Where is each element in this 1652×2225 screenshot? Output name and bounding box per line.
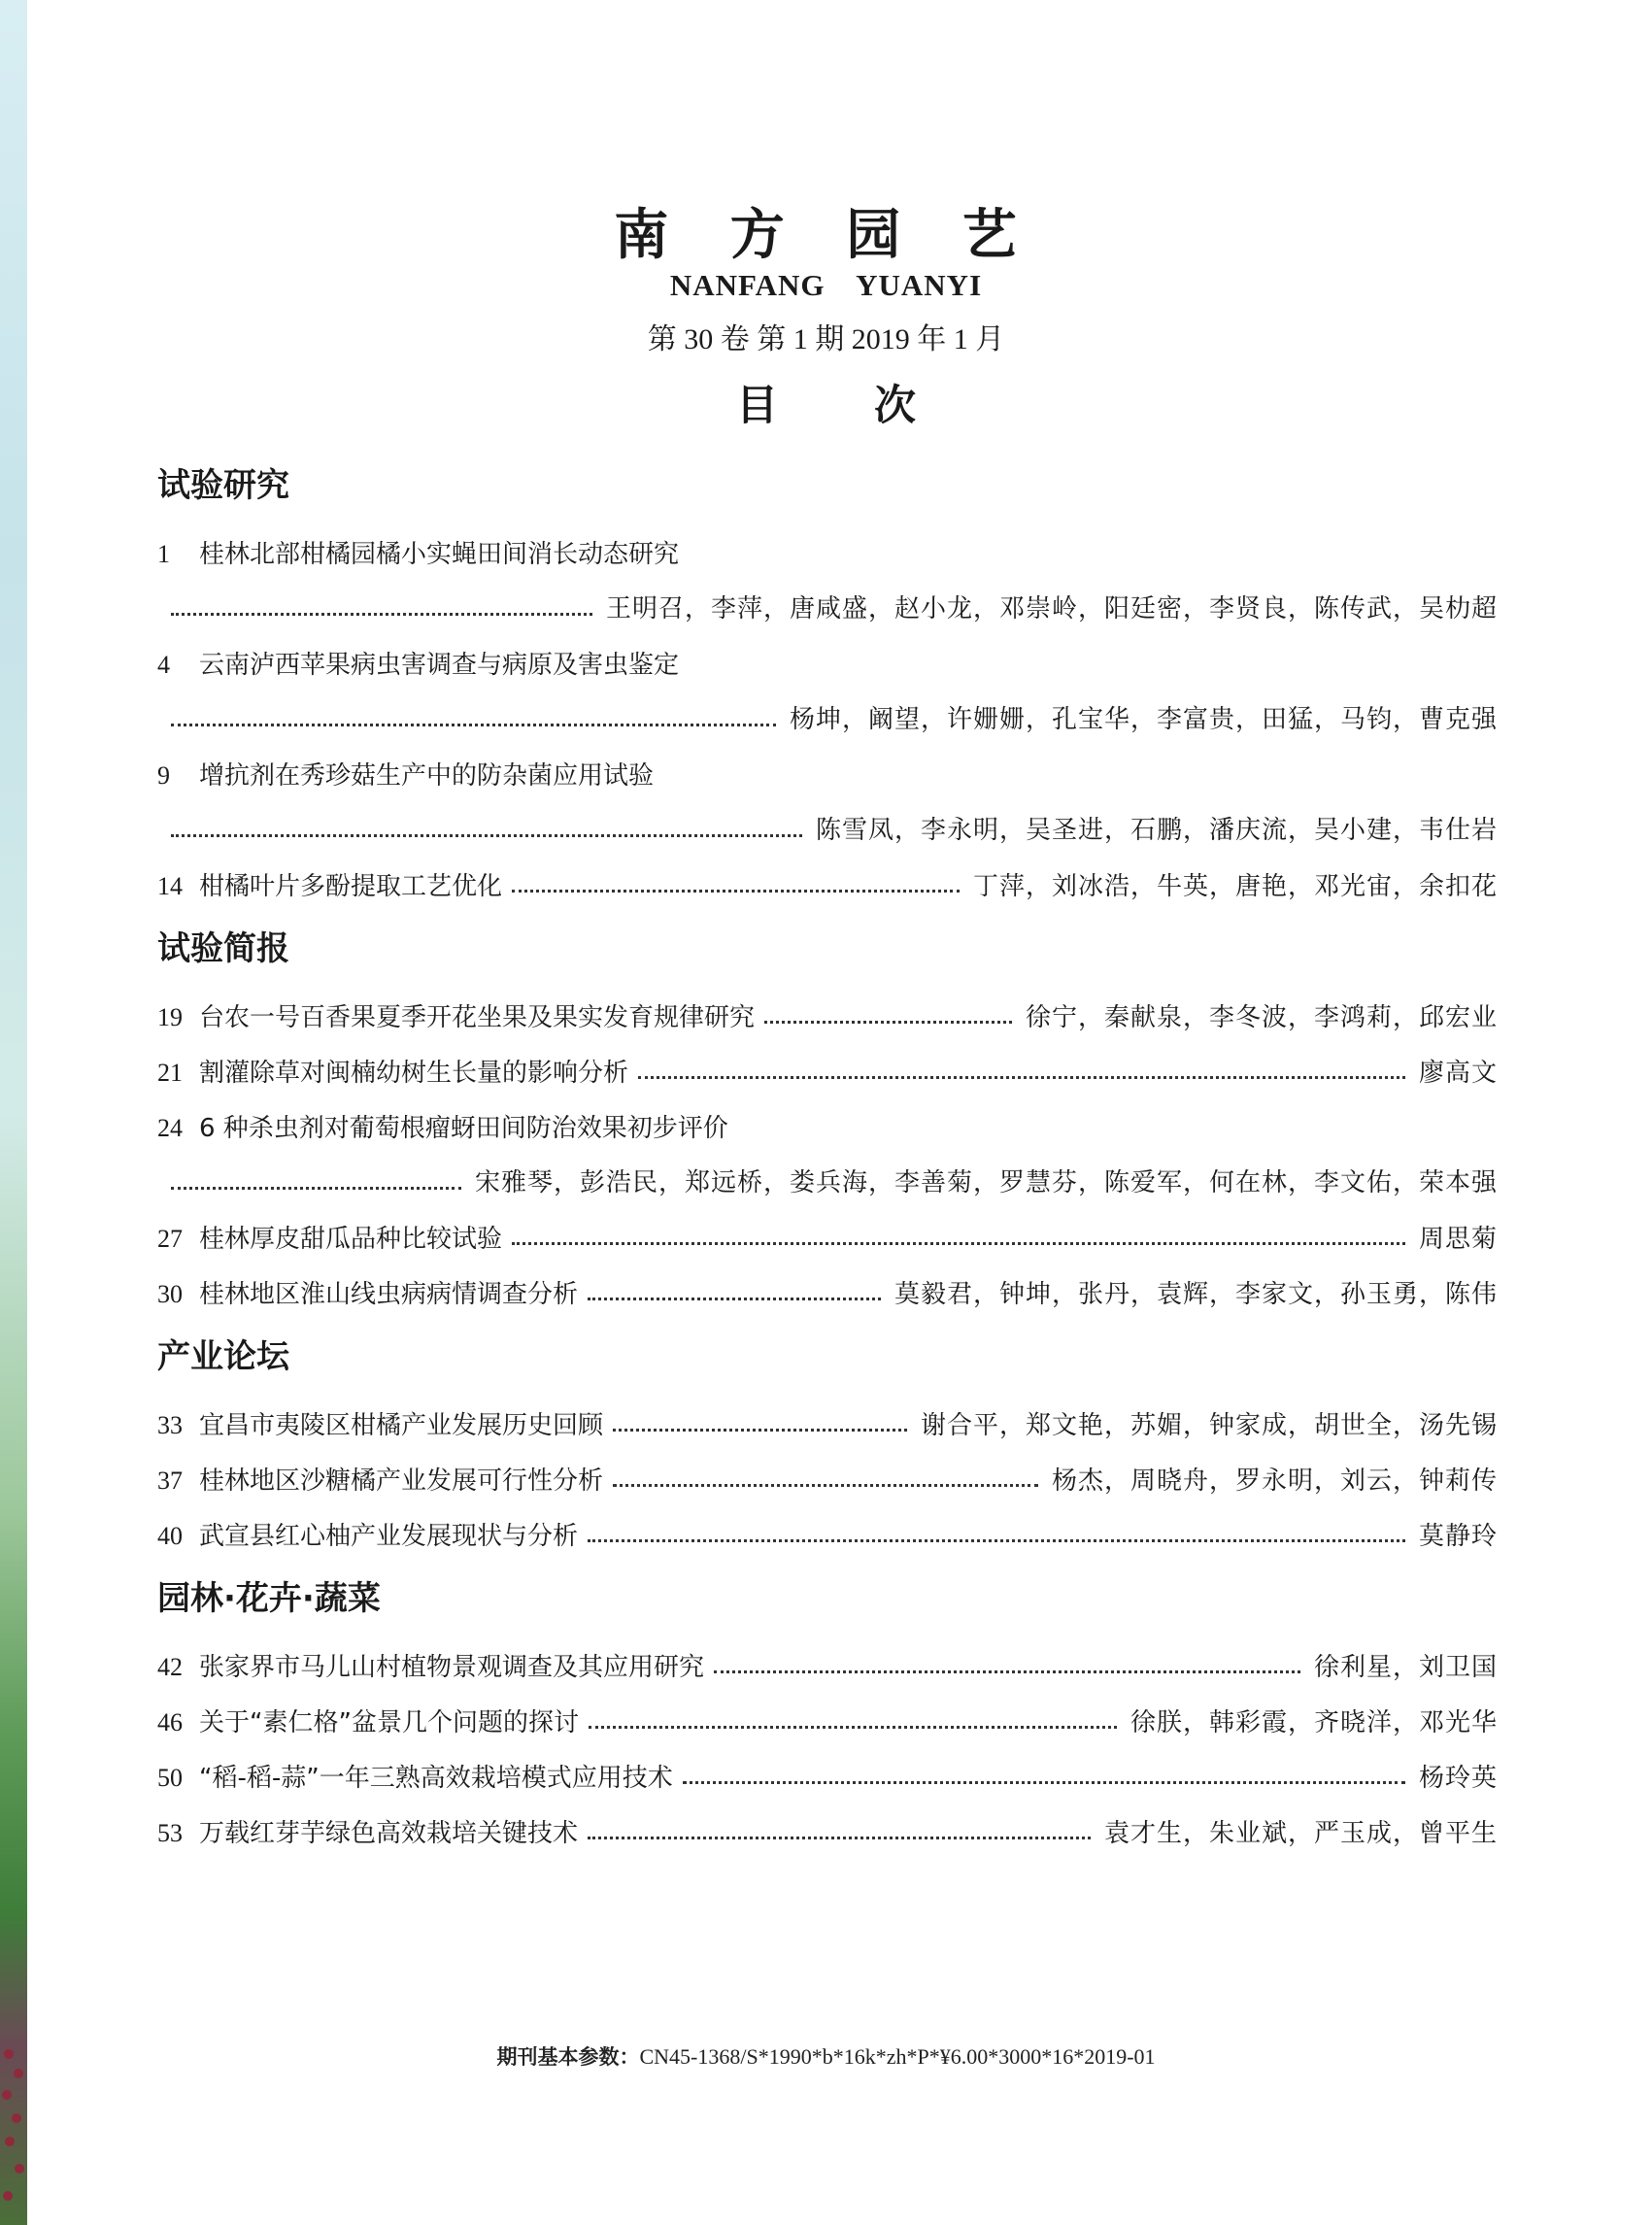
journal-parameters — [0, 2041, 1652, 2071]
article-title[interactable]: 柑橘叶片多酚提取工艺优化 — [199, 872, 503, 901]
toc-entry-authors-line — [157, 692, 1498, 748]
dot-leader — [588, 1837, 1091, 1839]
article-title[interactable]: 增抗剂在秀珍菇生产中的防杂菌应用试验 — [199, 761, 655, 791]
article-authors: 丁萍，刘冰浩，牛英，唐艳，邓光宙，余扣花 — [972, 872, 1498, 901]
toc-entry[interactable] — [157, 1398, 1498, 1453]
issue-info: 第 30 卷 第 1 期 2019 年 1 月 — [647, 323, 1005, 355]
journal-title: 南 方 园 艺 — [614, 204, 1038, 267]
article-authors: 徐朕，韩彩霞，齐晓洋，邓光华 — [1129, 1708, 1498, 1737]
dot-leader — [613, 1484, 1038, 1487]
section-heading: 试验研究 — [157, 466, 289, 505]
toc-entry[interactable] — [157, 1508, 1498, 1564]
page-number: 40 — [157, 1522, 183, 1550]
article-authors: 徐利星，刘卫国 — [1313, 1653, 1498, 1682]
page-number: 53 — [157, 1819, 183, 1847]
article-title[interactable]: 6 种杀虫剂对葡萄根瘤蚜田间防治效果初步评价 — [199, 1114, 728, 1143]
article-title[interactable]: 桂林地区沙糖橘产业发展可行性分析 — [199, 1466, 604, 1496]
page-number: 33 — [157, 1411, 183, 1439]
article-title[interactable]: “稻-稻-蒜”一年三熟高效栽培模式应用技术 — [199, 1764, 673, 1793]
article-title[interactable]: 万载红芽芋绿色高效栽培关键技术 — [199, 1819, 579, 1848]
toc-entry-authors-line — [157, 803, 1498, 859]
dot-leader — [588, 1298, 881, 1300]
dot-leader — [171, 724, 776, 726]
article-authors: 杨杰，周晓舟，罗永明，刘云，钟莉传 — [1051, 1466, 1498, 1496]
toc-entry[interactable] — [157, 526, 1498, 582]
article-authors: 莫毅君，钟坤，张丹，袁辉，李家文，孙玉勇，陈伟 — [893, 1280, 1498, 1309]
toc-entry[interactable] — [157, 1266, 1498, 1322]
dot-leader — [588, 1539, 1405, 1542]
article-title[interactable]: 武宣县红心柚产业发展现状与分析 — [199, 1522, 579, 1551]
article-title[interactable]: 关于“素仁格”盆景几个问题的探讨 — [199, 1708, 579, 1737]
table-of-contents — [157, 458, 1498, 1869]
page-number: 46 — [157, 1708, 183, 1736]
article-authors: 莫静玲 — [1418, 1522, 1498, 1551]
article-authors: 宋雅琴，彭浩民，郑远桥，娄兵海，李善菊，罗慧芬，陈爱军，何在林，李文佑，荣本强 — [474, 1168, 1498, 1197]
toc-entry[interactable] — [157, 859, 1498, 914]
page-number: 37 — [157, 1466, 183, 1495]
toc-entry[interactable] — [157, 1695, 1498, 1750]
dot-leader — [589, 1726, 1117, 1729]
page-number: 21 — [157, 1059, 183, 1087]
dot-leader — [512, 890, 960, 893]
page-number: 24 — [157, 1114, 183, 1142]
article-authors: 杨玲英 — [1418, 1764, 1498, 1793]
dot-leader — [171, 834, 802, 837]
parameters-value: CN45-1368/S*1990*b*16k*zh*P*¥6.00*3000*16*2019-01 — [639, 2044, 1156, 2069]
toc-section — [157, 1330, 1498, 1564]
article-authors: 徐宁，秦献泉，李冬波，李鸿莉，邱宏业 — [1025, 1003, 1498, 1032]
toc-entry-authors-line — [157, 1156, 1498, 1211]
page-number: 27 — [157, 1225, 183, 1253]
toc-entry[interactable] — [157, 637, 1498, 692]
toc-entry[interactable] — [157, 1750, 1498, 1805]
article-title[interactable]: 云南泸西苹果病虫害调查与病原及害虫鉴定 — [199, 651, 680, 680]
article-authors: 王明召，李萍，唐咸盛，赵小龙，邓崇岭，阳廷密，李贤良，陈传武，吴朸超 — [605, 594, 1498, 624]
toc-entry[interactable] — [157, 1805, 1498, 1861]
page-number: 9 — [157, 761, 170, 790]
toc-entry[interactable] — [157, 1100, 1498, 1156]
article-title[interactable]: 桂林北部柑橘园橘小实蝇田间消长动态研究 — [199, 540, 680, 569]
parameters-label: 期刊基本参数： — [496, 2045, 640, 2069]
section-heading: 试验简报 — [157, 929, 289, 968]
section-heading: 产业论坛 — [157, 1337, 289, 1376]
toc-entry-authors-line — [157, 582, 1498, 637]
article-authors: 袁才生，朱业斌，严玉成，曾平生 — [1103, 1819, 1498, 1848]
toc-entry[interactable] — [157, 1453, 1498, 1508]
toc-entry[interactable] — [157, 1639, 1498, 1695]
dot-leader — [512, 1242, 1405, 1245]
toc-entry[interactable] — [157, 1211, 1498, 1266]
page-number: 14 — [157, 872, 183, 900]
page-number: 1 — [157, 540, 170, 568]
article-authors: 陈雪凤，李永明，吴圣进，石鹏，潘庆流，吴小建，韦仕岩 — [815, 816, 1498, 845]
article-authors: 周思菊 — [1418, 1225, 1498, 1254]
dot-leader — [714, 1670, 1300, 1673]
toc-section — [157, 1571, 1498, 1861]
article-title[interactable]: 宜昌市夷陵区柑橘产业发展历史回顾 — [199, 1411, 604, 1440]
dot-leader — [171, 1187, 461, 1190]
dot-leader — [683, 1781, 1405, 1784]
article-title[interactable]: 台农一号百香果夏季开花坐果及果实发育规律研究 — [199, 1003, 756, 1032]
article-authors: 杨坤，阚望，许姗姗，孔宝华，李富贵，田猛，马钧，曹克强 — [789, 705, 1498, 734]
article-title[interactable]: 张家界市马儿山村植物景观调查及其应用研究 — [199, 1653, 705, 1682]
journal-pinyin-title: NANFANG YUANYI — [669, 268, 983, 302]
page-number: 4 — [157, 651, 170, 679]
article-authors: 谢合平，郑文艳，苏媚，钟家成，胡世全，汤先锡 — [920, 1411, 1498, 1440]
toc-section — [157, 458, 1498, 914]
toc-entry[interactable] — [157, 1045, 1498, 1100]
article-title[interactable]: 桂林地区淮山线虫病病情调查分析 — [199, 1280, 579, 1309]
page-number: 42 — [157, 1653, 183, 1681]
dot-leader — [171, 613, 592, 616]
page-number: 30 — [157, 1280, 183, 1308]
page-number: 19 — [157, 1003, 183, 1031]
section-heading: 园林·花卉·蔬菜 — [157, 1579, 381, 1618]
dot-leader — [764, 1021, 1012, 1024]
dot-leader — [638, 1076, 1405, 1079]
toc-section — [157, 922, 1498, 1322]
article-title[interactable]: 桂林厚皮甜瓜品种比较试验 — [199, 1225, 503, 1254]
page-number: 50 — [157, 1764, 183, 1792]
article-title[interactable]: 割灌除草对闽楠幼树生长量的影响分析 — [199, 1059, 629, 1088]
toc-title: 目 次 — [736, 382, 957, 430]
toc-entry[interactable] — [157, 748, 1498, 803]
toc-entry[interactable] — [157, 990, 1498, 1045]
article-authors: 廖高文 — [1418, 1059, 1498, 1088]
dot-leader — [613, 1429, 907, 1432]
